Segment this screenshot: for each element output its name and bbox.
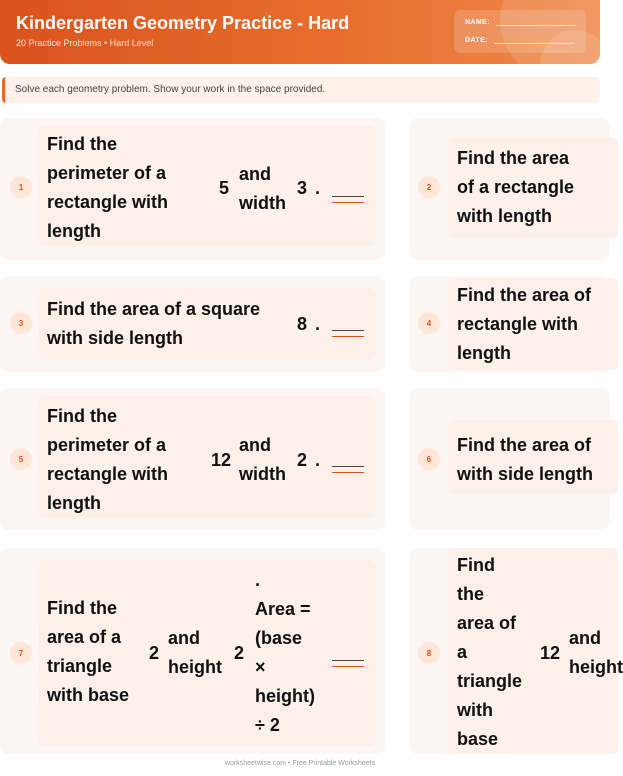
page-subtitle: 20 Practice Problems • Hard Level	[16, 38, 154, 48]
date-line	[494, 37, 574, 44]
value-base: 2	[149, 643, 160, 663]
value-length: 12	[211, 450, 232, 470]
period: .	[315, 450, 321, 470]
page-title: Kindergarten Geometry Practice - Hard	[16, 13, 350, 33]
date-label: DATE:	[465, 37, 488, 44]
answer-blank[interactable]	[332, 330, 364, 337]
name-field[interactable]	[465, 19, 576, 26]
answer-blank[interactable]	[332, 660, 364, 667]
value-base: 12	[540, 643, 561, 663]
question-text: Find the area of with side length	[457, 435, 594, 484]
answer-blank[interactable]	[332, 196, 364, 203]
question-text: Find the area of a triangle with base	[457, 555, 523, 749]
question-text: Find the area of a rectangle with length	[457, 148, 575, 226]
area-formula: . Area = (base × height) ÷ 2	[255, 570, 315, 735]
answer-blank[interactable]	[332, 466, 364, 473]
value-width: 3	[297, 178, 308, 198]
value-length: 5	[219, 178, 230, 198]
problem-number: 5	[10, 448, 32, 470]
question-text: Find the area of a triangle with base	[47, 598, 130, 705]
problem-number: 1	[10, 176, 32, 198]
problem-number: 2	[418, 176, 440, 198]
value-height: 2	[234, 643, 245, 663]
problem-number: 8	[418, 642, 440, 664]
problem-number: 4	[418, 312, 440, 334]
problem-card	[0, 548, 385, 754]
worksheet-header	[0, 0, 600, 64]
question-text-mid: and width	[239, 435, 286, 484]
problem-card	[410, 388, 610, 530]
question-text: Find the area of a square with side length	[47, 299, 261, 348]
period: .	[315, 178, 321, 198]
question-text-mid: and height	[569, 628, 623, 677]
problem-card	[0, 276, 385, 372]
instructions-bar: Solve each geometry problem. Show your work in the space provided.	[2, 77, 600, 103]
problem-card	[410, 118, 610, 260]
name-date-box	[454, 10, 586, 53]
problem-number: 7	[10, 642, 32, 664]
problem-card	[0, 118, 385, 260]
problem-card	[410, 276, 610, 372]
question-text-mid: and height	[168, 628, 222, 677]
question-text-mid: and width	[239, 164, 286, 213]
name-line	[496, 19, 576, 26]
name-label: NAME:	[465, 19, 490, 26]
footer-credit: worksheetwise.com • Free Printable Worksheets	[224, 760, 376, 767]
problem-number: 6	[418, 448, 440, 470]
question-text: Find the perimeter of a rectangle with length	[47, 134, 169, 241]
value-side: 8	[297, 314, 308, 334]
question-text: Find the area of rectangle with length	[457, 285, 592, 363]
problem-card	[0, 388, 385, 530]
problem-number: 3	[10, 312, 32, 334]
value-width: 2	[297, 450, 308, 470]
date-field[interactable]	[465, 37, 574, 44]
question-text: Find the perimeter of a rectangle with length	[47, 406, 169, 513]
period: .	[315, 314, 321, 334]
problem-card	[410, 548, 623, 754]
